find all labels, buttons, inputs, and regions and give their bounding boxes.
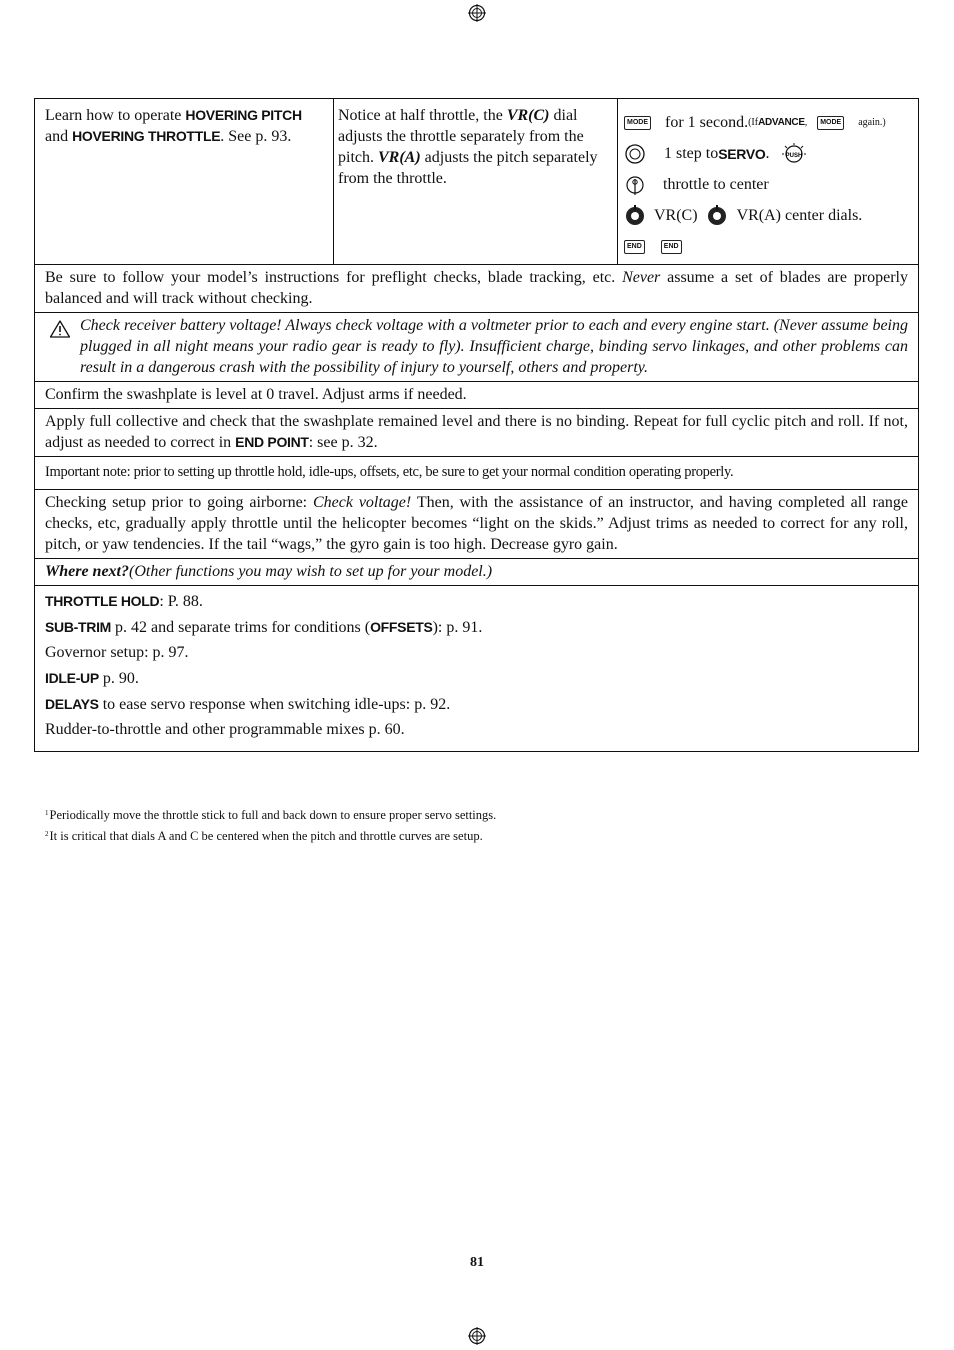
end-key-icon: END bbox=[661, 240, 682, 254]
footnote-2: $^2$It is critical that dials A and C be centered when the pitch and throttle curves are setup. bbox=[45, 829, 483, 843]
registration-mark-icon bbox=[468, 1327, 486, 1345]
important-note-row: Important note: prior to setting up throttle hold, idle-ups, offsets, etc, be sure to get your normal condition operating properly. bbox=[35, 457, 918, 490]
vr-c-knob-icon bbox=[624, 205, 646, 227]
servo-term: SERVO bbox=[718, 145, 766, 162]
airborne-check-row: Checking setup prior to going airborne: Check voltage! Then, with the assistance of an instructor, and having completed all range checks, etc, gradually apply throttle until the helicopter becomes “light on the skids.” Adjust trims as needed to correct for any roll, pitch, or yaw tendencies. If the tail “wags,” the gyro gain is too high. Decrease gyro gain. bbox=[35, 490, 918, 559]
vr-a-term: VR(A) bbox=[378, 149, 421, 166]
push-button-icon bbox=[781, 143, 807, 165]
vr-a-knob-icon bbox=[706, 205, 728, 227]
hovering-row bbox=[35, 99, 918, 265]
preflight-row: Be sure to follow your model’s instructions for preflight checks, blade tracking, etc. Never assume a set of blades are properly balanced and will track without checking. bbox=[35, 265, 918, 313]
footnote-1: $^1$Periodically move the throttle stick to full and back down to ensure proper servo settings. bbox=[45, 808, 497, 822]
list-item: SUB-TRIM p. 42 and separate trims for conditions (OFFSETS): p. 91. bbox=[45, 618, 483, 636]
warning-triangle-icon bbox=[49, 319, 71, 339]
vr-c-term: VR(C) bbox=[506, 107, 550, 124]
button-steps-cell bbox=[618, 99, 918, 264]
step-throttle: throttle to center bbox=[624, 169, 912, 200]
mode-key-icon: MODE bbox=[817, 116, 844, 130]
mode-key-icon: MODE bbox=[624, 116, 651, 130]
page-number: 81 bbox=[470, 1255, 484, 1270]
list-item: THROTTLE HOLD: P. 88. bbox=[45, 593, 203, 610]
battery-warning-row: Check receiver battery voltage! Always check voltage with a voltmeter prior to each and every engine start. (Never assume being plugged in all night means your radio gear is ready to fly). Insufficient charge, binding servo linkages, and other problems can result in a dangerous crash with the possibility of injury to yourself, others and property. bbox=[35, 313, 918, 382]
list-item: Governor setup: p. 97. bbox=[45, 643, 189, 661]
next-functions-list bbox=[35, 586, 918, 751]
list-item: IDLE-UP p. 90. bbox=[45, 670, 139, 688]
end-point-term: END POINT bbox=[235, 434, 309, 450]
step-end bbox=[624, 231, 912, 262]
step-mode: MODE for 1 second. (If ADVANCE , MODE again.) bbox=[624, 107, 912, 138]
throttle-stick-icon bbox=[624, 174, 646, 196]
hovering-throttle-term: HOVERING THROTTLE bbox=[72, 128, 221, 144]
list-item: Rudder-to-throttle and other programmable mixes p. 60. bbox=[45, 720, 405, 738]
rotary-dial-icon bbox=[624, 143, 646, 165]
vr-dial-note-cell: Notice at half throttle, the VR(C) dial adjusts the throttle separately from the pitch. VR(A) adjusts the pitch separately from the throttle. bbox=[334, 99, 618, 264]
hovering-instructions-cell: Learn how to operate HOVERING PITCH and HOVERING THROTTLE. See p. 93. bbox=[35, 99, 334, 264]
list-item: DELAYS to ease servo response when switching idle-ups: p. 92. bbox=[45, 696, 451, 714]
end-key-icon: END bbox=[624, 240, 645, 254]
svg-text:PUSH: PUSH bbox=[786, 152, 803, 159]
swashplate-row: Confirm the swashplate is level at 0 travel. Adjust arms if needed. bbox=[35, 382, 918, 409]
hovering-pitch-term: HOVERING PITCH bbox=[185, 107, 302, 123]
setup-table bbox=[34, 98, 919, 752]
step-vr-dials: VR(C) VR(A) center dials. bbox=[624, 200, 912, 231]
step-dial: 1 step to SERVO . PUSH bbox=[624, 138, 912, 169]
registration-mark-icon bbox=[468, 4, 486, 22]
where-next-row: Where next?(Other functions you may wish to set up for your model.) bbox=[35, 559, 918, 586]
collective-row: Apply full collective and check that the swashplate remained level and there is no binding. Repeat for full cyclic pitch and roll. If not, adjust as needed to correct in END POINT: see p. 32. bbox=[35, 409, 918, 457]
